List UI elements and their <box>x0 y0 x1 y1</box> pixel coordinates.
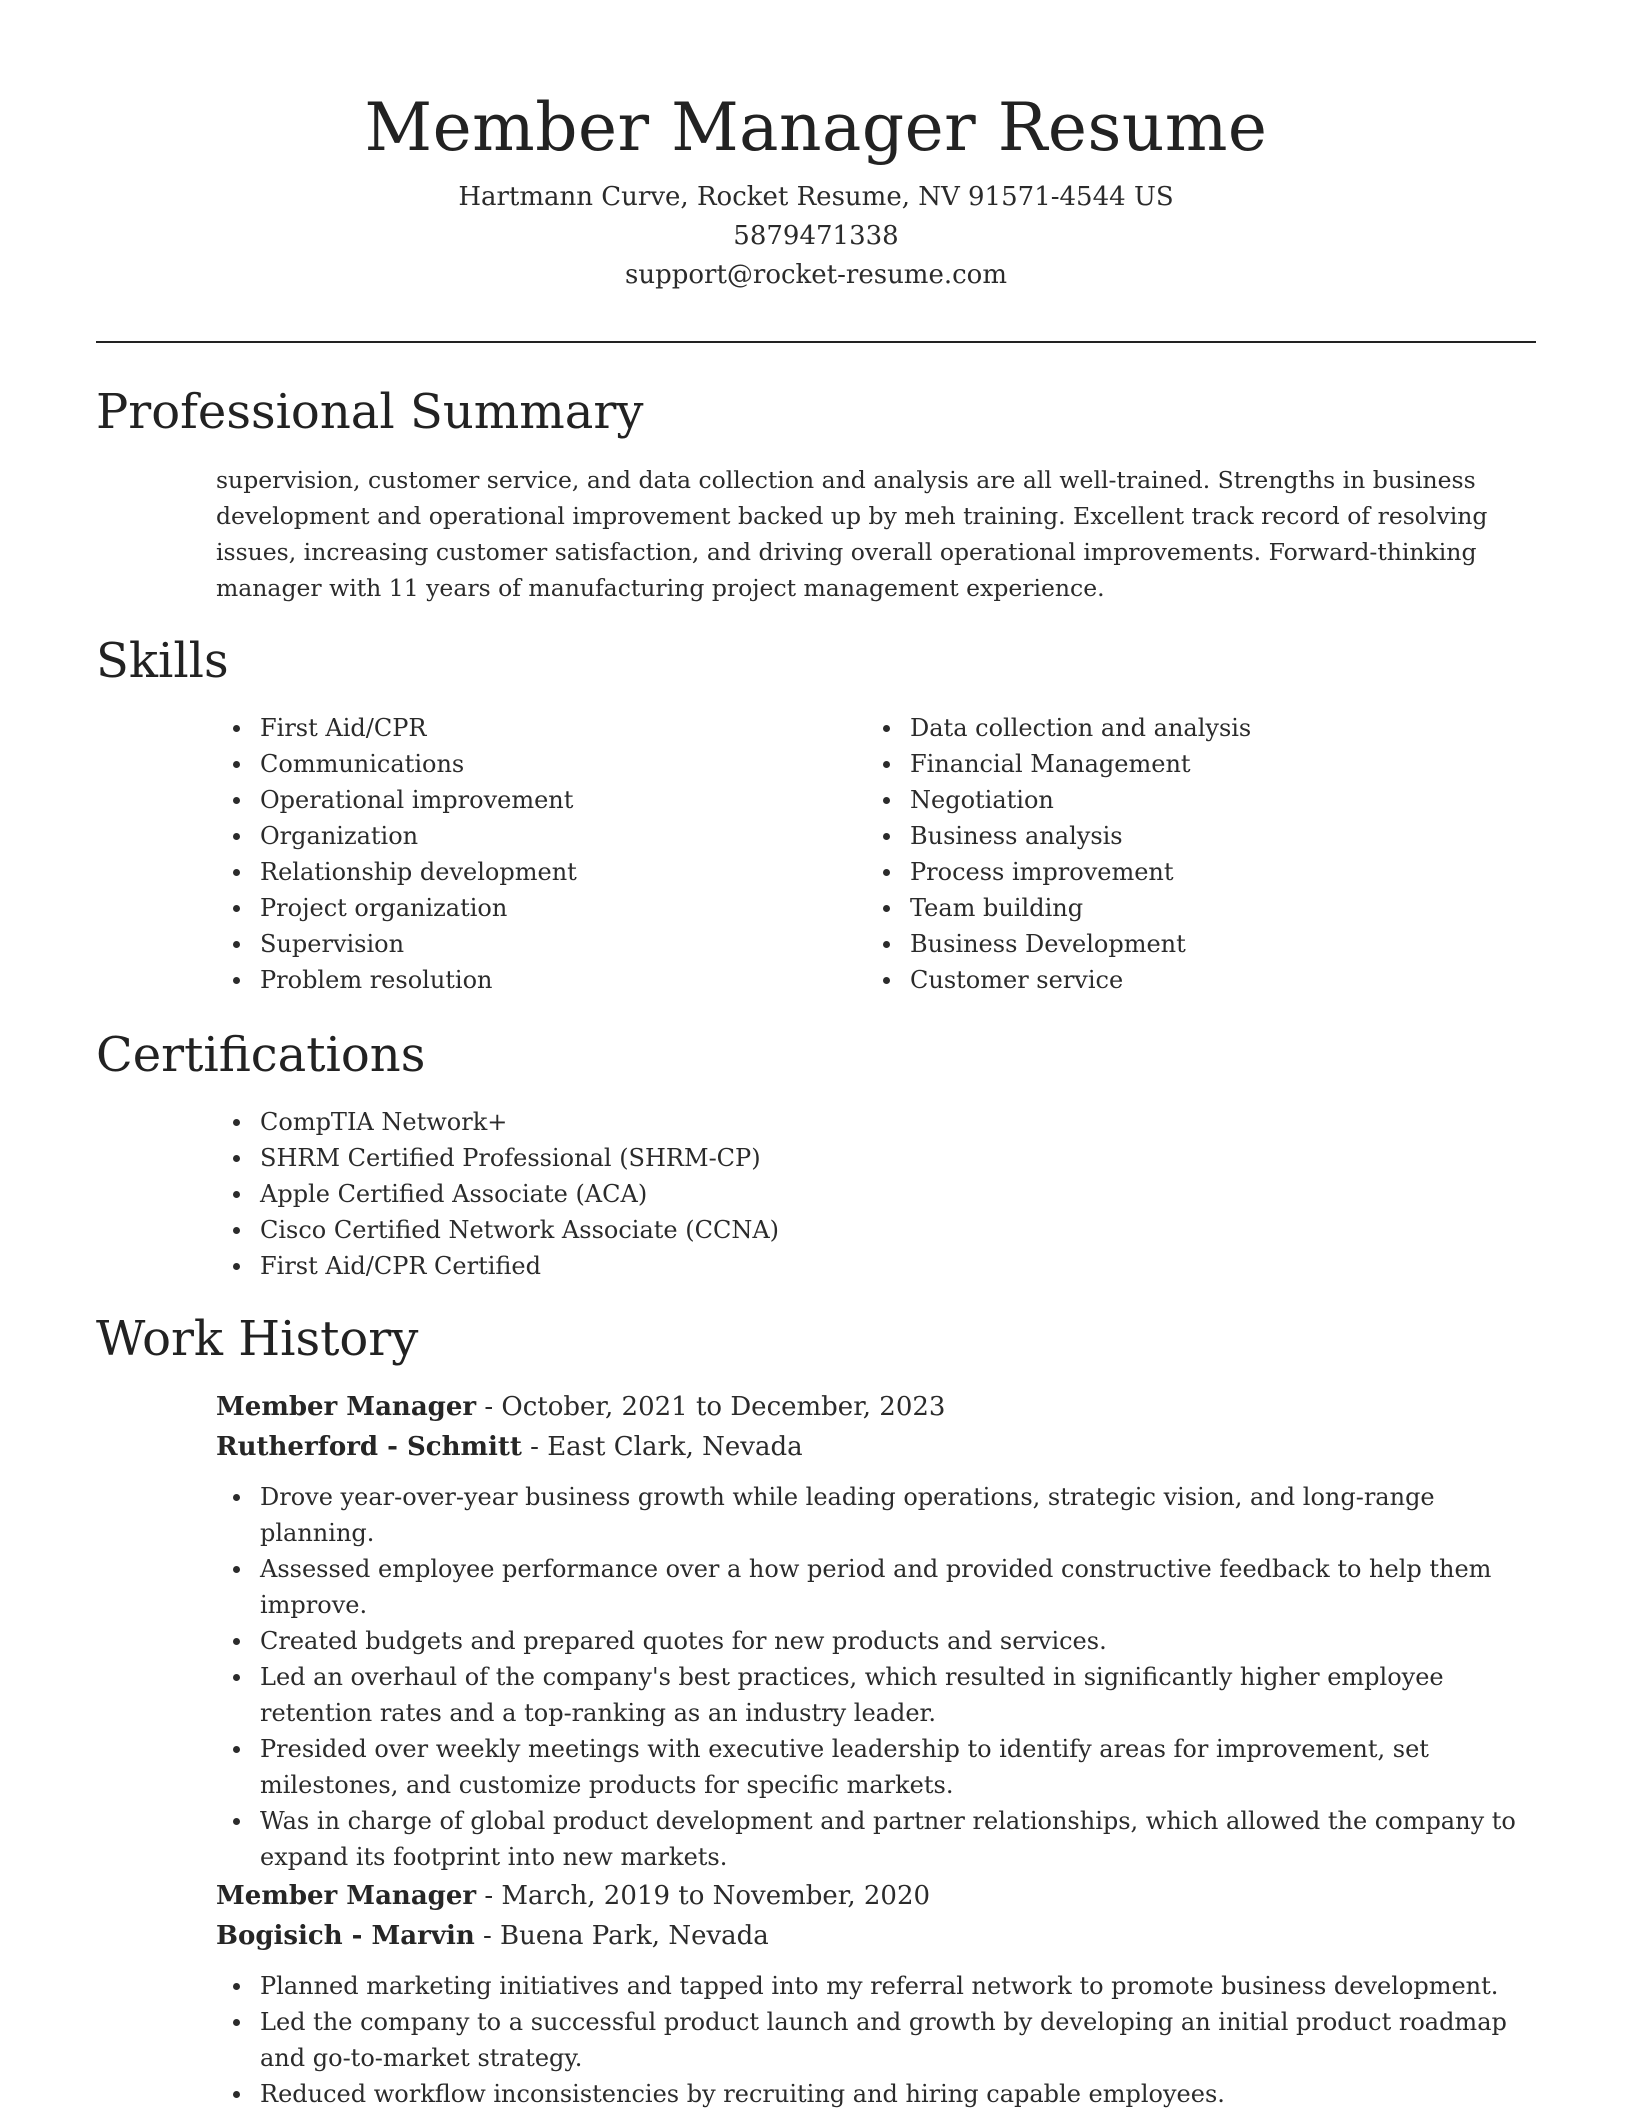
certification-item: First Aid/CPR Certified <box>216 1248 1116 1284</box>
contact-address: Hartmann Curve, Rocket Resume, NV 91571-4544 US <box>458 182 1174 212</box>
skill-item: Business analysis <box>866 818 1486 854</box>
work-history-heading: Work History <box>96 1311 419 1367</box>
certification-item: CompTIA Network+ <box>216 1104 1116 1140</box>
skills-column-left <box>216 710 836 998</box>
job-duty: Assessed employee performance over a how period and provided constructive feedback to help them improve. <box>216 1551 1546 1623</box>
job-dates: - March, 2019 to November, 2020 <box>476 1881 931 1911</box>
job-location: - East Clark, Nevada <box>521 1432 803 1462</box>
skill-item: Data collection and analysis <box>866 710 1486 746</box>
certification-item: Cisco Certified Network Associate (CCNA) <box>216 1212 1116 1248</box>
job-entry <box>216 1876 1546 2112</box>
job-duties-list <box>216 1479 1546 1875</box>
certifications-block <box>216 1104 1116 1284</box>
skill-item: Process improvement <box>866 854 1486 890</box>
certification-item: Apple Certified Associate (ACA) <box>216 1176 1116 1212</box>
job-duty: Planned marketing initiatives and tapped into my referral network to promote business development. <box>216 1968 1546 2004</box>
job-duty: Led the company to a successful product launch and growth by developing an initial product roadmap and go-to-market strategy. <box>216 2004 1546 2076</box>
job-duty: Was in charge of global product development and partner relationships, which allowed the company to expand its footprint into new markets. <box>216 1803 1546 1875</box>
certifications-list <box>216 1104 1116 1284</box>
job-company: Bogisich - Marvin <box>216 1921 475 1951</box>
skill-item: Operational improvement <box>216 782 836 818</box>
job-company: Rutherford - Schmitt <box>216 1432 522 1462</box>
skills-list-right <box>866 710 1486 998</box>
job-company-line <box>216 1916 1546 1956</box>
job-duty: Led an overhaul of the company's best practices, which resulted in significantly higher employee retention rates and a top-ranking as an industry leader. <box>216 1659 1546 1731</box>
job-role: Member Manager <box>216 1881 477 1911</box>
job-duty: Reduced workflow inconsistencies by recruiting and hiring capable employees. <box>216 2076 1546 2112</box>
skill-item: Negotiation <box>866 782 1486 818</box>
job-duty: Presided over weekly meetings with executive leadership to identify areas for improvement, set milestones, and customize products for specific markets. <box>216 1731 1546 1803</box>
summary-heading: Professional Summary <box>96 384 644 440</box>
skill-item: Supervision <box>216 926 836 962</box>
skill-item: First Aid/CPR <box>216 710 836 746</box>
skill-item: Financial Management <box>866 746 1486 782</box>
certifications-heading: Certifications <box>96 1027 426 1083</box>
skills-heading: Skills <box>96 633 229 689</box>
job-entry <box>216 1387 1546 1875</box>
job-role: Member Manager <box>216 1392 477 1422</box>
skill-item: Problem resolution <box>216 962 836 998</box>
skill-item: Communications <box>216 746 836 782</box>
job-title-line <box>216 1387 1546 1427</box>
skill-item: Project organization <box>216 890 836 926</box>
skills-column-right <box>866 710 1486 998</box>
skills-list-left <box>216 710 836 998</box>
skill-item: Relationship development <box>216 854 836 890</box>
job-duties-list <box>216 1968 1546 2112</box>
job-duty: Drove year-over-year business growth while leading operations, strategic vision, and long-range planning. <box>216 1479 1546 1551</box>
job-location: - Buena Park, Nevada <box>474 1921 769 1951</box>
summary-text: supervision, customer service, and data collection and analysis are all well-trained. Strengths in business development and operational improvement backed up by meh training. Excellent track record of resolving issues, increasing customer satisfaction, and driving overall operational improvements. Forward-thinking manager with 11 years of manufacturing project management experience. <box>216 466 1488 602</box>
resume-title: Member Manager Resume <box>364 89 1268 166</box>
skill-item: Customer service <box>866 962 1486 998</box>
skill-item: Organization <box>216 818 836 854</box>
contact-phone: 5879471338 <box>733 221 899 251</box>
certification-item: SHRM Certified Professional (SHRM-CP) <box>216 1140 1116 1176</box>
contact-email: support@rocket-resume.com <box>624 260 1007 290</box>
job-title-line <box>216 1876 1546 1916</box>
skill-item: Team building <box>866 890 1486 926</box>
job-duty: Created budgets and prepared quotes for new products and services. <box>216 1623 1546 1659</box>
job-company-line <box>216 1427 1546 1467</box>
header-divider <box>96 341 1536 343</box>
resume-header <box>96 78 1536 295</box>
skill-item: Business Development <box>866 926 1486 962</box>
job-dates: - October, 2021 to December, 2023 <box>476 1392 946 1422</box>
